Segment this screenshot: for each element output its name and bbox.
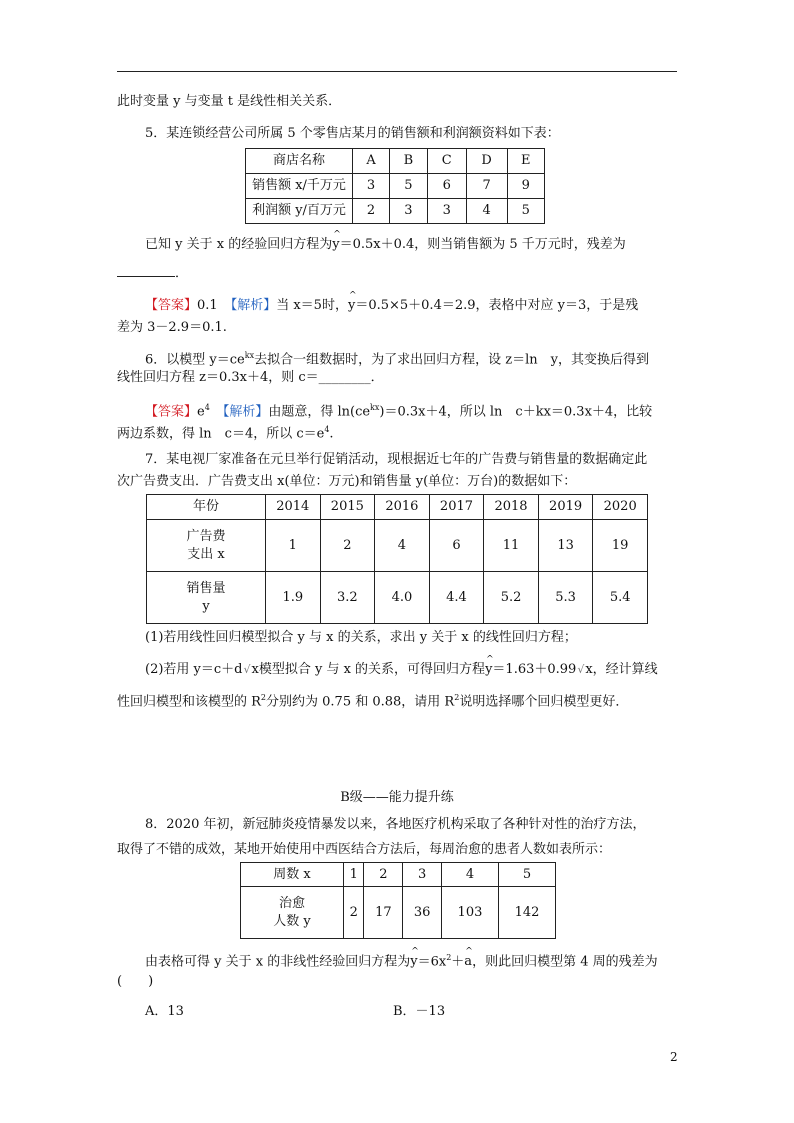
table-cell: 142	[498, 887, 555, 939]
problem-5-stem: 5．某连锁经营公司所属 5 个零售店某月的销售额和利润额资料如下表：	[145, 126, 560, 141]
solution-tag: 【解析】	[209, 404, 269, 420]
row-label: y	[202, 598, 210, 614]
table-cell: 1.9	[266, 572, 321, 624]
table-cell: 11	[484, 520, 539, 572]
section-heading: B级——能力提升练	[340, 790, 454, 805]
text-span: 当 x＝5时，	[276, 298, 348, 313]
table-cell: 19	[593, 520, 648, 572]
answer-value: e	[197, 404, 205, 420]
superscript: 4	[204, 403, 210, 412]
fill-blank	[117, 264, 175, 277]
table-row	[241, 863, 556, 887]
table-cell: 13	[538, 520, 593, 572]
problem-7-stem-cont: 次广告费支出．广告费支出 x(单位：万元)和销售量 y(单位：万台)的数据如下：	[117, 474, 577, 489]
q7-part-2	[145, 660, 658, 680]
page-number: 2	[670, 1050, 678, 1064]
superscript: 2	[260, 693, 267, 702]
table-cell: 4	[375, 520, 430, 572]
table-cell: 1	[266, 520, 321, 572]
table-cell: 6	[429, 520, 484, 572]
text-span: ．	[175, 266, 189, 281]
q8-paren: ( )	[117, 974, 154, 989]
table-row	[147, 572, 648, 624]
q8-question-line	[145, 948, 658, 972]
table-cell: 利润额 y/百万元	[246, 199, 353, 224]
option-b: B．－13	[393, 1004, 446, 1019]
q5-solution-cont: 差为 3－2.9＝0.1.	[117, 320, 227, 335]
table-cell: 17	[364, 887, 403, 939]
hat-symbol: ^ y	[348, 296, 355, 316]
sqrt-icon: √	[577, 663, 585, 676]
text-span: 说明选择哪个回归模型更好．	[459, 694, 629, 710]
q7-part-2-cont	[117, 688, 628, 712]
table-cell: 3	[353, 174, 390, 199]
table-cell: 3	[390, 199, 428, 224]
table-cell: 2017	[429, 495, 484, 520]
superscript: 4	[324, 425, 330, 434]
text-span: ，则此回归模型第 4 周的残差为	[472, 954, 658, 970]
text-span: 由题意，得 ln(ce	[268, 404, 371, 420]
text-span: 性回归模型和该模型的 R	[117, 694, 261, 710]
table-row	[241, 887, 556, 939]
text-span: ＝1.63＋0.99	[492, 662, 577, 677]
table-cell: 4.4	[429, 572, 484, 624]
table-cell: 2	[364, 863, 403, 887]
text-span: x模型拟合 y 与 x 的关系，可得回归方程	[251, 662, 486, 677]
row-label: 支出 x	[187, 546, 225, 562]
table-cell: 103	[441, 887, 498, 939]
table-row	[147, 495, 648, 520]
answer-tag: 【答案】	[145, 404, 198, 420]
table-cell: E	[507, 149, 544, 174]
hat-symbol: ^ a	[464, 952, 472, 972]
table-cell: 周数 x	[241, 863, 344, 887]
text-span: x，经计算线	[585, 662, 658, 677]
table-cell: 3	[427, 199, 466, 224]
superscript: 2	[454, 693, 460, 702]
text-span: )＝0.3x＋4，所以 ln c＋kx＝0.3x＋4，比较	[379, 404, 653, 420]
row-label: 广告费	[186, 528, 226, 544]
table-cell: 5	[507, 199, 544, 224]
table-cell: 2016	[375, 495, 430, 520]
text-span: ＝6x	[417, 954, 447, 970]
q5-answer-blank	[117, 264, 188, 284]
row-label: 销售量	[186, 580, 226, 596]
table-row	[246, 174, 545, 199]
problem-8-stem: 8．2020 年初，新冠肺炎疫情暴发以来，各地医疗机构采取了各种针对性的治疗方法，	[145, 817, 646, 832]
table-cell: 2	[353, 199, 390, 224]
superscript: 2	[446, 953, 452, 962]
table-cell: 年份	[147, 495, 266, 520]
table-cell: 1	[344, 863, 364, 887]
table-cell	[241, 887, 344, 939]
text-span: 由表格可得 y 关于 x 的非线性经验回归方程为	[145, 954, 411, 970]
table-cell: 2014	[266, 495, 321, 520]
text-line: 此时变量 y 与变量 t 是线性相关关系．	[117, 94, 342, 109]
table-cell: 2	[320, 520, 375, 572]
problem-8-stem-cont: 取得了不错的成效，某地开始使用中西医结合方法后，每周治愈的患者人数如表所示：	[117, 842, 612, 857]
problem-7-stem: 7．某电视厂家准备在元旦举行促销活动，现根据近七年的广告费与销售量的数据确定此	[145, 452, 648, 467]
table-row	[246, 149, 545, 174]
problem-6-stem-cont	[117, 368, 384, 388]
table-cell: A	[353, 149, 390, 174]
text-span: ＋	[451, 954, 465, 970]
answer-tag: 【答案】	[145, 298, 198, 313]
hat-symbol: ^ y	[485, 660, 492, 680]
table-cell: 7	[466, 174, 507, 199]
table-cell: 销售额 x/千万元	[246, 174, 353, 199]
table-cell: 5	[498, 863, 555, 887]
answer-value: 0.1	[197, 298, 231, 313]
table-cell: 5	[390, 174, 428, 199]
table-cell: C	[427, 149, 466, 174]
table-cell: 36	[403, 887, 442, 939]
superscript: kx	[244, 351, 255, 360]
option-a: A．13	[145, 1004, 184, 1019]
table-cell: 2019	[538, 495, 593, 520]
q6-solution-cont	[117, 420, 334, 444]
superscript: kx	[370, 403, 380, 412]
table-cell: 3	[403, 863, 442, 887]
hat-symbol: ^ y	[332, 235, 339, 255]
table-cell: 5.3	[538, 572, 593, 624]
table-cell: 2015	[320, 495, 375, 520]
table-cell: 4.0	[375, 572, 430, 624]
table-cell: 5.2	[484, 572, 539, 624]
table-cell	[147, 520, 266, 572]
table-cell: 3.2	[320, 572, 375, 624]
q8-table	[240, 862, 556, 939]
table-cell: 6	[427, 174, 466, 199]
text-span: 6．以模型 y＝ce	[145, 352, 245, 368]
text-span: 去拟合一组数据时，为了求出回归方程，设 z＝ln y，其变换后得到	[254, 352, 649, 368]
text-span: (2)若用 y＝c＋d	[145, 662, 243, 677]
table-cell: 2018	[484, 495, 539, 520]
table-cell: B	[390, 149, 428, 174]
table-row	[246, 199, 545, 224]
table-cell: 2	[344, 887, 364, 939]
q7-part-1: (1)若用线性回归模型拟合 y 与 x 的关系，求出 y 关于 x 的线性回归方程；	[145, 630, 577, 645]
text-span: 分别约为 0.75 和 0.88，请用 R	[266, 694, 455, 710]
text-span: ＝0.5x＋0.4，则当销售额为 5 千万元时，残差为	[339, 237, 626, 252]
text-span: 线性回归方程 z＝0.3x＋4，则 c＝	[117, 370, 319, 385]
table-cell	[147, 572, 266, 624]
q7-table	[146, 494, 648, 624]
q6-solution-line	[145, 398, 652, 422]
table-cell: 4	[441, 863, 498, 887]
table-cell: 5.4	[593, 572, 648, 624]
solution-tag: 【解析】	[230, 298, 277, 313]
table-cell: 4	[466, 199, 507, 224]
row-label: 治愈	[278, 895, 305, 911]
text-span: .	[329, 426, 334, 442]
text-span: ________．	[318, 370, 384, 385]
row-label: 人数 y	[273, 913, 311, 929]
hat-symbol: ^ y	[410, 952, 417, 972]
text-span: ＝0.5×5＋0.4＝2.9，表格中对应 y＝3，于是残	[355, 298, 639, 313]
sqrt-icon: √	[243, 663, 251, 676]
q5-table	[245, 148, 545, 224]
header-rule	[117, 71, 677, 72]
table-cell: D	[466, 149, 507, 174]
problem-6-stem	[145, 346, 649, 370]
q5-question-line	[145, 235, 626, 255]
q5-solution-line	[145, 296, 638, 316]
text-span: 已知 y 关于 x 的经验回归方程为	[145, 237, 333, 252]
table-cell: 商店名称	[246, 149, 353, 174]
text-span: 两边系数，得 ln c＝4，所以 c＝e	[117, 426, 325, 442]
table-row	[147, 520, 648, 572]
table-cell: 9	[507, 174, 544, 199]
table-cell: 2020	[593, 495, 648, 520]
